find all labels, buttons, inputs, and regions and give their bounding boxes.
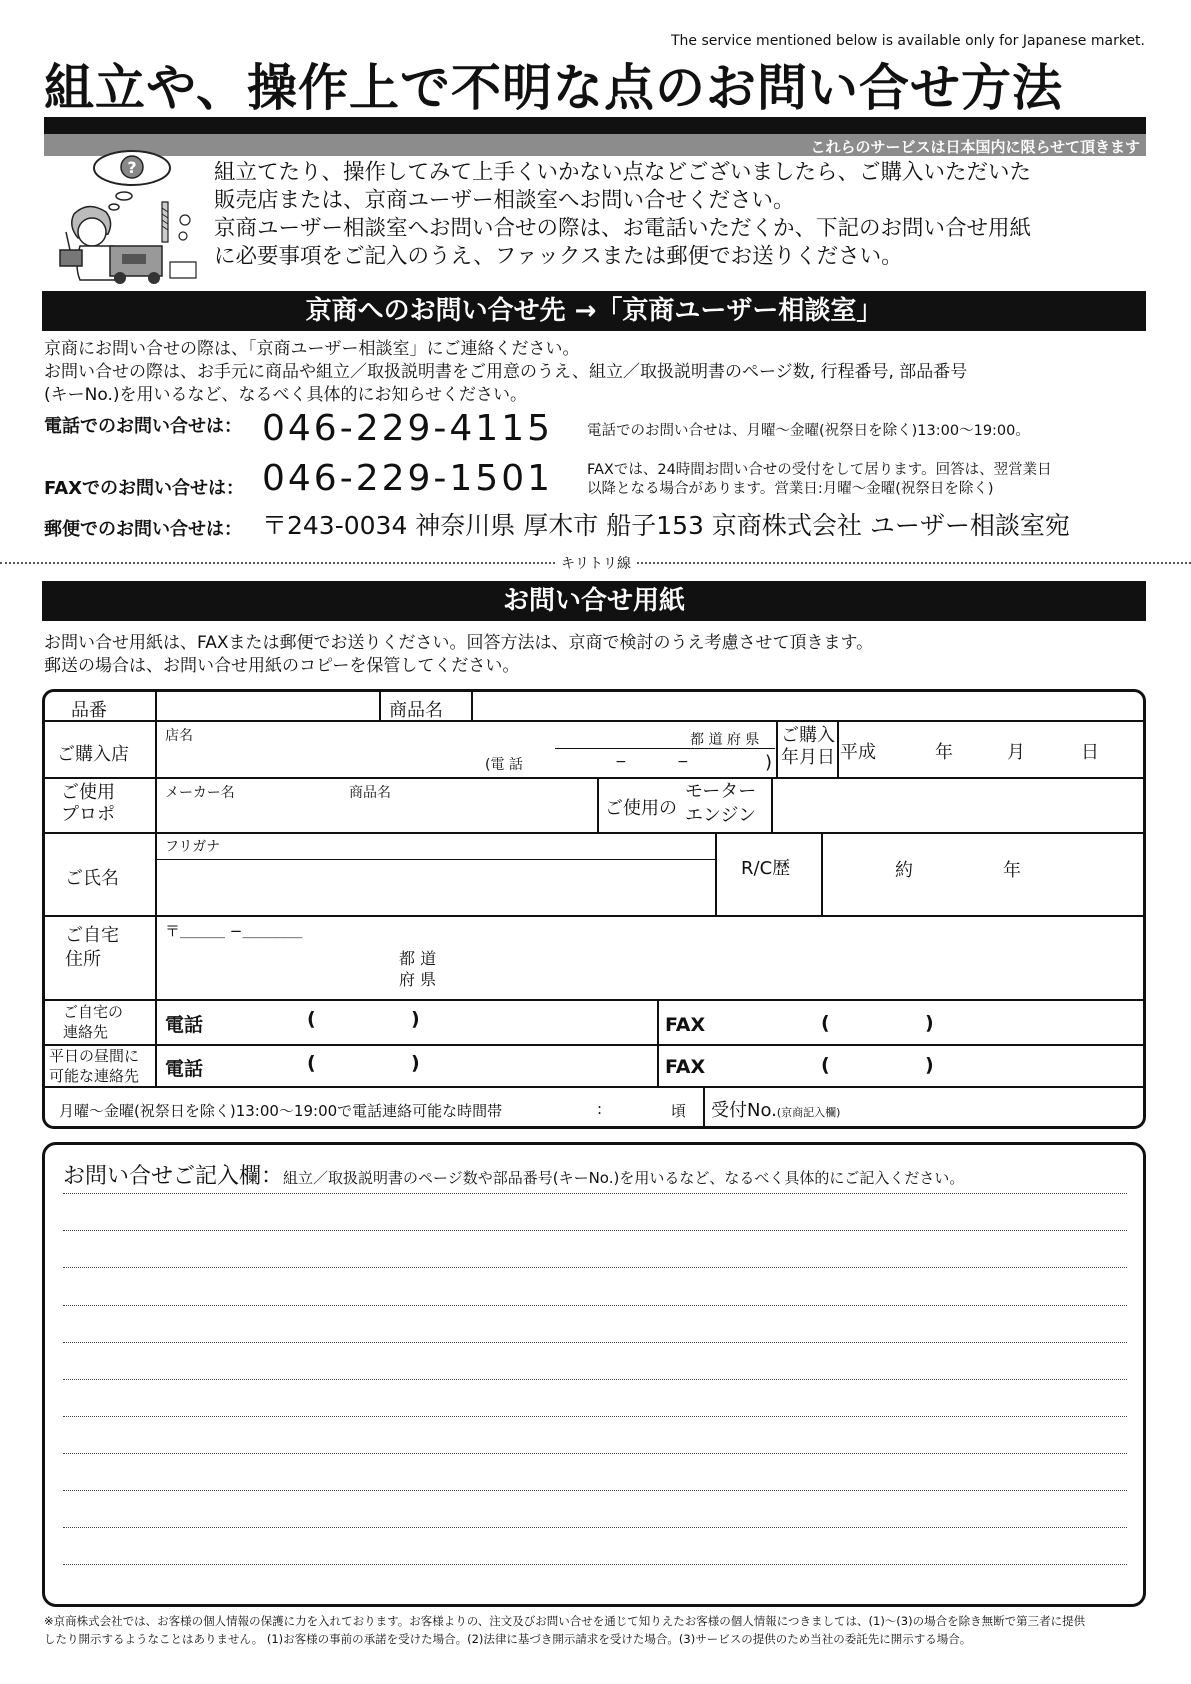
footnote-line: ※京商株式会社では、お客様の個人情報の保護に力を入れております。お客様よりの、注文及びお問い合せを通じて知りえたお客様の個人情報につきましては、(1)〜(3)の場合を除き無断で第三者に提供 (44, 1614, 1086, 1628)
daytime-tel-label: 電話 (165, 1058, 204, 1080)
person-with-rc-car-illustration (50, 142, 215, 288)
store-name-label: 店名 (165, 728, 193, 744)
purchase-date-label: ご購入 年月日 (781, 725, 835, 768)
form-heading: お問い合せ用紙 (42, 581, 1146, 621)
tel-note: 電話でのお問い合せは、月曜〜金曜(祝祭日を除く)13:00〜19:00。 (587, 423, 1030, 439)
form-intro-line: お問い合せ用紙は、FAXまたは郵便でお送りください。回答方法は、京商で検討のうえ考慮させて頂きます。 (44, 633, 874, 653)
home-address-label: ご自宅 住所 (65, 925, 119, 970)
furigana-label: フリガナ (165, 839, 221, 855)
rc-history-label: R/C歴 (741, 858, 791, 879)
daytime-fax-paren: ) (925, 1054, 934, 1076)
product-name-field[interactable] (479, 694, 1129, 718)
mail-contact-row (44, 515, 242, 541)
service-area-note: これらのサービスは日本国内に限らせて頂きます (44, 134, 1146, 156)
intro-line: 京商ユーザー相談室へお問い合せの際は、お電話いただくか、下記のお問い合せ用紙 (214, 216, 1032, 241)
footnote-line: したり開示するようなことはありません。 (1)お客様の事前の承諾を受けた場合。(2)法律に基づき開示請求を受けた場合。(3)サービスの提供のため当社の委託先に開示する場合。 (44, 1632, 972, 1646)
daytime-tel-paren: ) (411, 1052, 420, 1074)
tel-number: 046-229-4115 (262, 408, 554, 449)
home-contact-label: ご自宅の 連絡先 (63, 1003, 124, 1041)
inquiry-box[interactable] (42, 1142, 1146, 1607)
power-type-options[interactable] (685, 780, 756, 828)
fax-contact-row (44, 474, 244, 500)
product-number-field[interactable] (165, 694, 373, 718)
intro-line: に必要事項をご記入のうえ、ファックスまたは郵便でお送りください。 (214, 244, 903, 269)
fax-number: 046-229-1501 (262, 458, 554, 499)
fax-note (587, 461, 1052, 499)
daytime-fax-label: FAX (665, 1056, 706, 1078)
fax-note-line: 以降となる場合があります。営業日:月曜〜金曜(祝祭日を除く) (587, 481, 994, 497)
intro-text (214, 159, 1150, 271)
inquiry-label: お問い合せご記入欄：組立／取扱説明書のページ数や部品番号(キーNo.)を用いるなど、なるべく具体的にご記入ください。 (63, 1164, 965, 1189)
propo-label: ご使用 プロポ (61, 782, 115, 825)
store-tel-dash: − (615, 754, 627, 770)
time-about: 頃 (671, 1102, 687, 1120)
store-tel-open: (電 話 (485, 757, 523, 773)
year-label: 年 (935, 742, 953, 763)
mail-address: 〒243-0034 神奈川県 厚木市 船子153 京商株式会社 ユーザー相談室宛 (262, 511, 1070, 540)
time-colon: : (597, 1100, 603, 1118)
contact-text-line: 京商にお問い合せの際は、「京商ユーザー相談室」にご連絡ください。 (44, 339, 580, 359)
store-label: ご購入店 (57, 744, 129, 765)
tel-label: 電話でのお問い合せは： (44, 416, 242, 437)
inquiry-form-table (42, 689, 1146, 1129)
daytime-fax-paren: ( (821, 1054, 830, 1076)
home-fax-paren: ) (925, 1012, 934, 1034)
privacy-footnote (44, 1612, 1154, 1648)
address-prefecture-label: 都 道 府 県 (399, 949, 437, 989)
receipt-number-label: 受付No.(京商記入欄) (711, 1100, 841, 1121)
home-fax-paren: ( (821, 1012, 830, 1034)
home-tel-paren: ( (307, 1008, 316, 1030)
page-title: 組立や、操作上で不明な点のお問い合せ方法 (44, 59, 1063, 117)
product-number-label: 品番 (71, 700, 107, 721)
mail-label: 郵便でのお問い合せは： (44, 519, 242, 540)
name-label: ご氏名 (65, 868, 119, 889)
approx-label: 約 (895, 860, 913, 881)
power-type-label: ご使用の (605, 798, 677, 819)
tel-contact-row (44, 412, 242, 438)
title-bar (44, 117, 1146, 134)
contact-time-label: 月曜〜金曜(祝祭日を除く)13:00〜19:00で電話連絡可能な時間帯 (59, 1102, 503, 1120)
power-type-field[interactable] (779, 782, 1139, 828)
home-tel-paren: ) (411, 1008, 420, 1030)
fax-label: FAXでのお問い合せは： (44, 478, 245, 499)
maker-name-label: メーカー名 (165, 785, 235, 801)
contact-text-line: (キーNo.)を用いるなど、なるべく具体的にお知らせください。 (44, 385, 527, 405)
daytime-tel-paren: ( (307, 1052, 316, 1074)
day-label: 日 (1081, 742, 1099, 763)
propo-product-name-label: 商品名 (349, 785, 391, 801)
home-fax-label: FAX (665, 1014, 706, 1036)
contact-text-line: お問い合せの際は、お手元に商品や組立／取扱説明書をご用意のうえ、組立／取扱説明書のページ数, 行程番号, 部品番号 (44, 362, 968, 382)
engine-option[interactable]: エンジン (685, 805, 757, 826)
form-intro (44, 632, 873, 678)
store-tel-dash: − (677, 754, 689, 770)
form-intro-line: 郵送の場合は、お問い合せ用紙のコピーを保管してください。 (44, 656, 520, 676)
daytime-contact-label: 平日の昼間に 可能な連絡先 (49, 1047, 140, 1085)
era-label: 平成 (840, 742, 876, 763)
years-label: 年 (1003, 860, 1021, 881)
home-tel-label: 電話 (165, 1014, 204, 1036)
market-note: The service mentioned below is available only for Japanese market. (670, 33, 1145, 49)
intro-line: 販売店または、京商ユーザー相談室へお問い合せください。 (214, 188, 795, 213)
cut-line-label: キリトリ線 (556, 553, 636, 573)
svg-text:?: ? (127, 158, 137, 177)
intro-line: 組立てたり、操作してみて上手くいかない点などございましたら、ご購入いただいた (214, 160, 1032, 185)
contact-text (44, 338, 967, 407)
month-label: 月 (1007, 742, 1025, 763)
name-field[interactable] (165, 864, 705, 910)
contact-heading: 京商へのお問い合せ先 →「京商ユーザー相談室」 (42, 291, 1146, 331)
fax-note-line: FAXでは、24時間お問い合せの受付をして居ります。回答は、翌営業日 (587, 462, 1052, 478)
motor-option[interactable]: モーター (685, 781, 757, 802)
postal-code-field[interactable]: 〒＿＿＿ −＿＿＿＿ (165, 922, 303, 940)
product-name-label: 商品名 (389, 700, 443, 721)
store-tel-close: ) (765, 752, 773, 773)
store-prefecture-label: 都 道 府 県 (690, 732, 760, 748)
